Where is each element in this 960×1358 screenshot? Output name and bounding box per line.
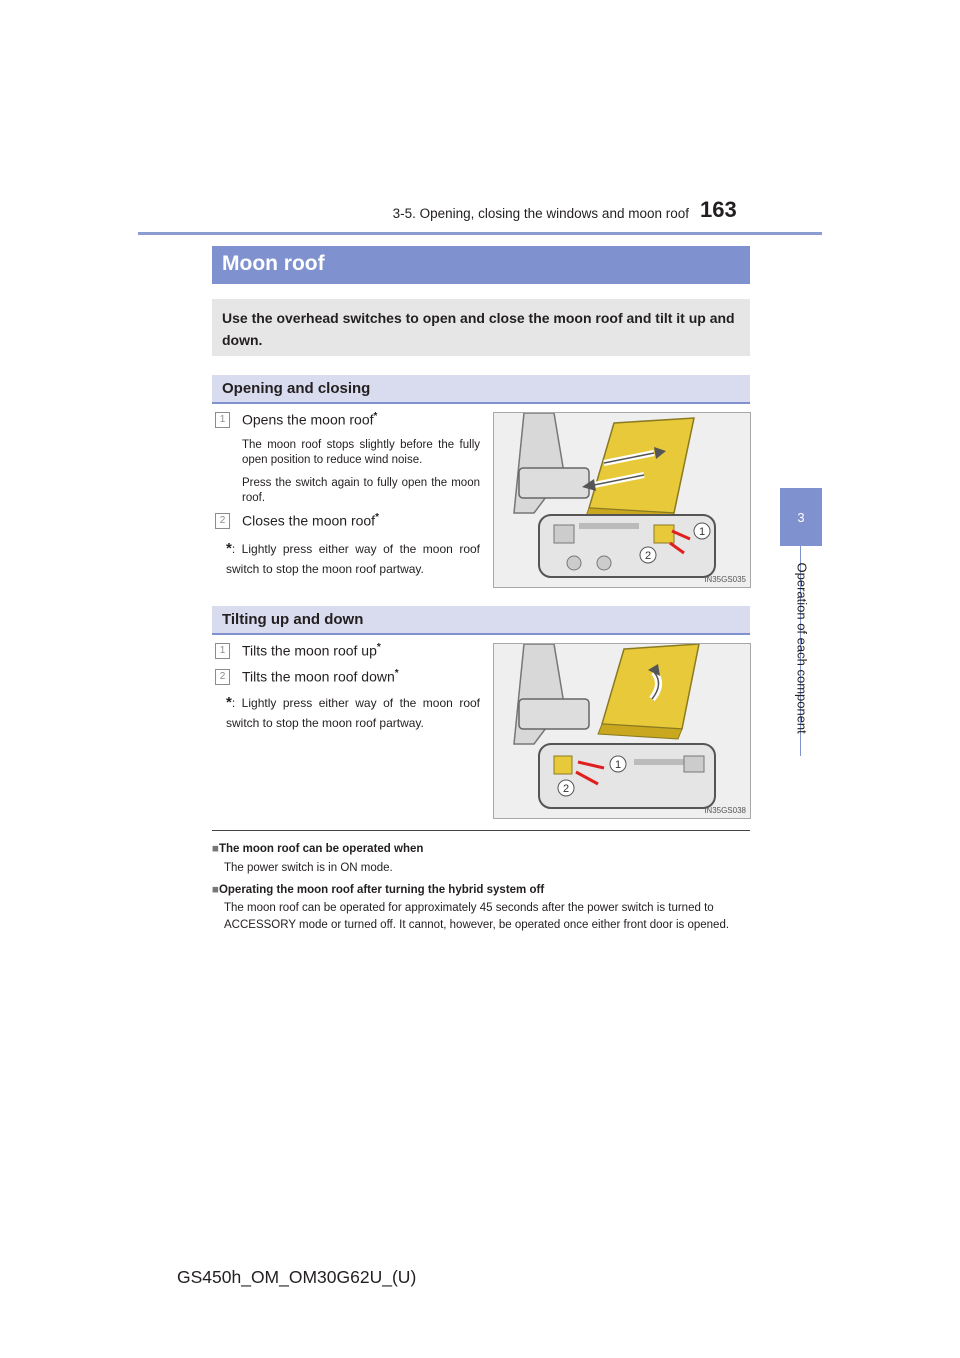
section-heading-opening (212, 375, 750, 404)
asterisk: * (376, 642, 381, 653)
note-title-text: Operating the moon roof after turning the hybrid system off (218, 884, 545, 896)
item-opens (242, 411, 377, 428)
callout-2: 2 (645, 550, 652, 562)
header-rule (138, 232, 822, 235)
asterisk: * (394, 668, 399, 679)
item-tilt-down (242, 668, 399, 685)
note-title-text: The moon roof can be operated when (218, 843, 424, 855)
item-number-badge: 1 (215, 643, 230, 659)
footnote-asterisk: * (226, 540, 232, 557)
callout-1: 1 (615, 759, 622, 771)
page-title: Moon roof (222, 252, 325, 275)
item-number-badge: 1 (215, 412, 230, 428)
chapter-label-text: Operation of each component (794, 562, 810, 734)
note-bullet: ■ (212, 884, 219, 896)
chapter-label (757, 562, 843, 734)
image-code: IN35GS035 (704, 575, 746, 584)
running-header: 3-5. Opening, closing the windows and moon roof (392, 206, 689, 221)
footnote-text: : Lightly press either way of the moon roof switch to stop the moon roof partway. (226, 542, 480, 576)
section-heading-text: Opening and closing (222, 380, 371, 397)
item-tilt-down-text: Tilts the moon roof down (242, 668, 395, 685)
page-title-bar (212, 246, 750, 284)
intro-text: Use the overhead switches to open and close the moon roof and tilt it up and down. (222, 310, 735, 348)
chapter-tab: 3 (780, 488, 822, 546)
note-body: The moon roof can be operated for approximately 45 seconds after the power switch is turned to ACCESSORY mode or turned off. It cannot, however, be operated once either front door is opened. (224, 902, 730, 931)
item-opens-note-2: Press the switch again to fully open the moon roof. (242, 477, 480, 504)
item-tilt-up (242, 642, 381, 659)
page-number: 163 (700, 197, 737, 222)
notes-divider (212, 830, 750, 831)
footnote-text: : Lightly press either way of the moon roof switch to stop the moon roof partway. (226, 696, 480, 730)
intro-box (212, 299, 750, 356)
illustration-tilting (493, 643, 751, 819)
item-opens-text: Opens the moon roof (242, 411, 374, 428)
footnote-tilting (226, 693, 480, 733)
callout-1: 1 (699, 526, 706, 538)
illustration-opening-closing (493, 412, 751, 588)
note-bullet: ■ (212, 843, 219, 855)
image-code: IN35GS038 (704, 806, 746, 815)
item-number-badge: 2 (215, 669, 230, 685)
item-closes (242, 512, 379, 529)
footnote-opening (226, 539, 480, 579)
item-tilt-up-text: Tilts the moon roof up (242, 642, 377, 659)
section-heading-text: Tilting up and down (222, 611, 364, 628)
item-opens-note-1: The moon roof stops slightly before the fully open position to reduce wind noise. (242, 439, 480, 466)
note-title (212, 881, 748, 900)
item-number-badge: 2 (215, 513, 230, 529)
asterisk: * (375, 512, 379, 523)
note-body: The power switch is in ON mode. (224, 862, 393, 874)
note-operation-condition (212, 840, 748, 878)
moon-roof-tilt-illustration (494, 644, 750, 818)
note-after-hybrid-off (212, 881, 748, 934)
callout-2: 2 (563, 783, 570, 795)
footnote-asterisk: * (226, 694, 232, 711)
document-code-footer: GS450h_OM_OM30G62U_(U) (177, 1267, 417, 1287)
item-closes-text: Closes the moon roof (242, 512, 376, 529)
asterisk: * (373, 411, 378, 422)
moon-roof-switch-illustration (494, 413, 750, 587)
section-heading-tilting (212, 606, 750, 635)
note-title (212, 840, 748, 859)
